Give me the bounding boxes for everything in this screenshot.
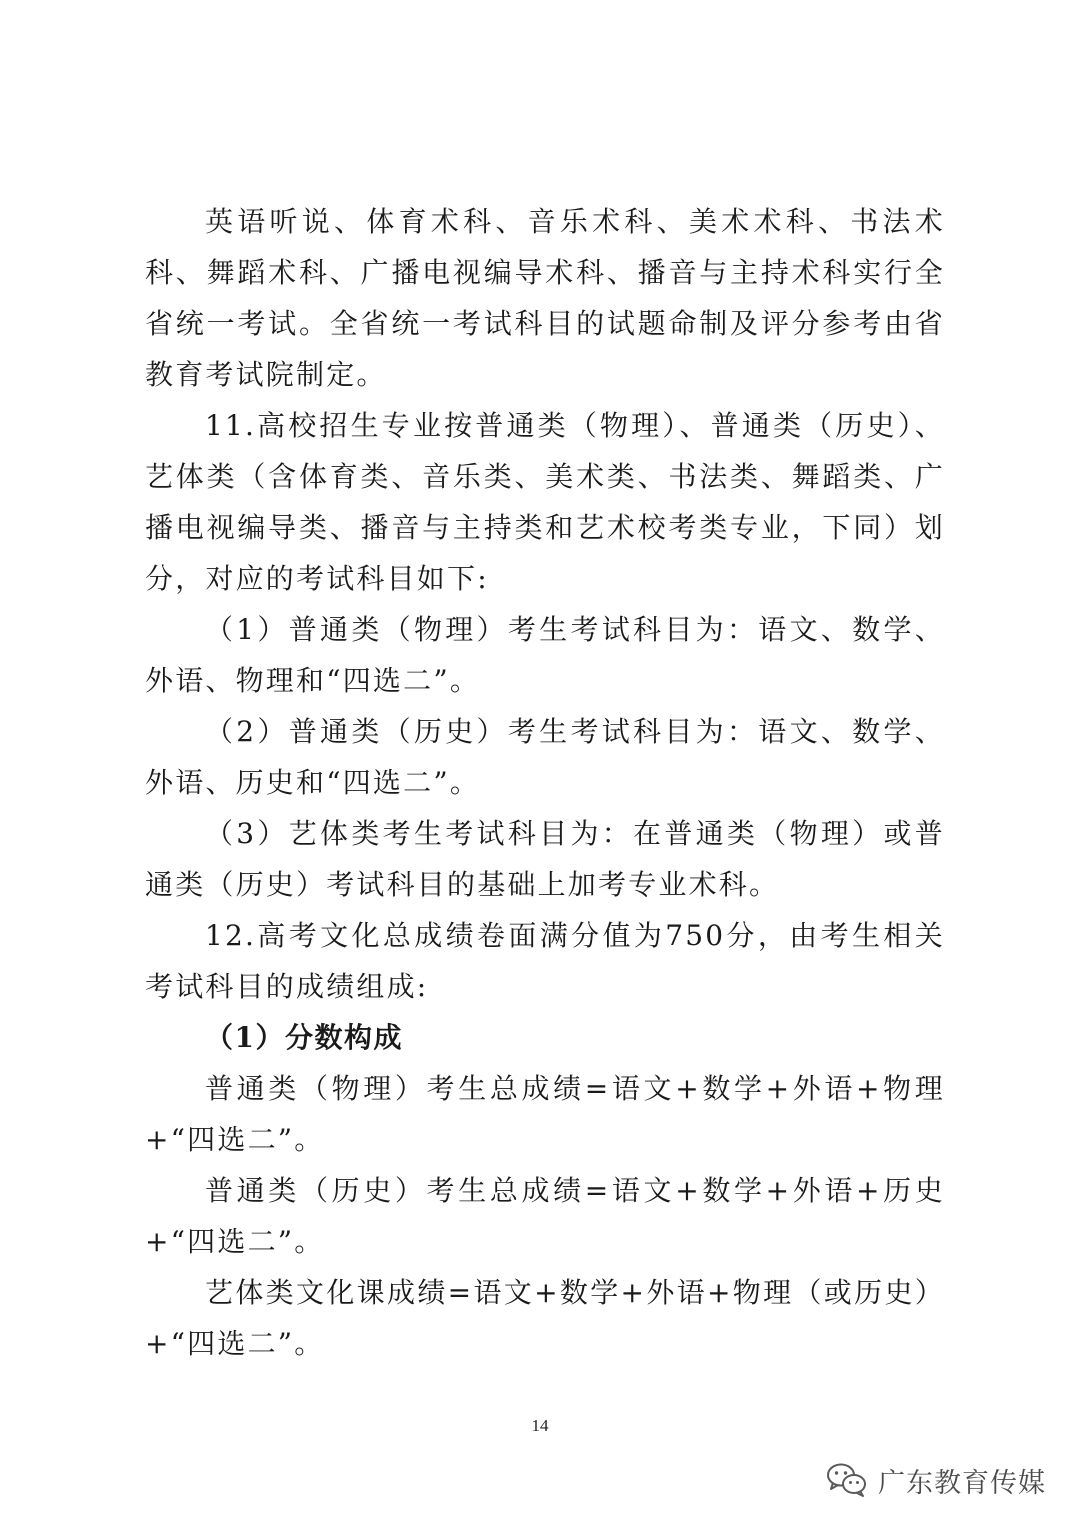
paragraph-11-major-categories: 11.高校招生专业按普通类（物理）、普通类（历史）、艺体类（含体育类、音乐类、美术类、书法类、舞蹈类、广播电视编导类、播音与主持类和艺术校考类专业，下同）划分，对应的考试科目如下: <box>145 409 945 595</box>
watermark <box>826 1458 1046 1502</box>
paragraph-arts-culture-formula: 艺体类文化课成绩=语文+数学+外语+物理（或历史）+“四选二”。 <box>145 1276 945 1360</box>
paragraph-exam-subjects-unified: 英语听说、体育术科、音乐术科、美术术科、书法术科、舞蹈术科、广播电视编导术科、播音与主持术科实行全省统一考试。全省统一考试科目的试题命制及评分参考由省教育考试院制定。 <box>145 205 945 391</box>
document-body <box>145 196 945 1369</box>
watermark-text: 广东教育传媒 <box>878 1467 1046 1499</box>
section-heading-score-composition: （1）分数构成 <box>205 1021 403 1054</box>
paragraph-12-total-score: 12.高考文化总成绩卷面满分值为750分，由考生相关考试科目的成绩组成: <box>145 919 945 1003</box>
paragraph-physics-track: （1）普通类（物理）考生考试科目为：语文、数学、外语、物理和“四选二”。 <box>145 613 945 697</box>
wechat-icon <box>826 1462 868 1498</box>
paragraph-arts-sports-track: （3）艺体类考生考试科目为：在普通类（物理）或普通类（历史）考试科目的基础上加考专业术科。 <box>145 817 945 901</box>
paragraph-history-track: （2）普通类（历史）考生考试科目为：语文、数学、外语、历史和“四选二”。 <box>145 715 945 799</box>
paragraph-history-total-formula: 普通类（历史）考生总成绩=语文+数学+外语+历史+“四选二”。 <box>145 1174 945 1258</box>
page-number: 14 <box>531 1416 549 1435</box>
paragraph-physics-total-formula: 普通类（物理）考生总成绩=语文+数学+外语+物理+“四选二”。 <box>145 1072 945 1156</box>
